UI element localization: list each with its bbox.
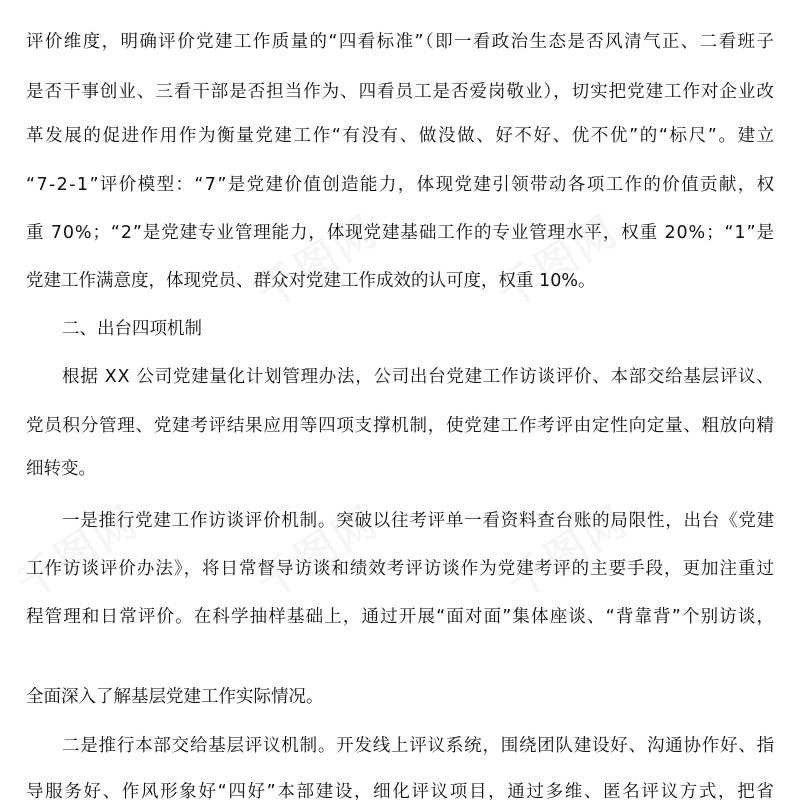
body-text-line (0, 163, 800, 207)
line-text: 程管理和日常评价。在科学抽样基础上，通过开展“面对面”集体座谈、“背靠背”个别访谈， (26, 607, 776, 627)
body-text-line (0, 547, 800, 591)
line-text: 一是推行党建工作访谈评价机制。突破以往考评单一看资料查台账的局限性，出台《党建 (62, 511, 775, 531)
body-text-line (0, 675, 800, 719)
line-text: 细转变。 (26, 459, 96, 479)
line-text: 工作访谈评价办法》，将日常督导访谈和绩效考评访谈作为党建考评的主要手段，更加注重过 (26, 559, 775, 579)
line-text: 二是推行本部交给基层评议机制。开发线上评议系统，围绕团队建设好、沟通协作好、指 (62, 736, 775, 756)
body-text-line (0, 724, 800, 768)
body-text-line (0, 404, 800, 448)
line-text: 重 70%；“2”是党建专业管理能力，体现党建基础工作的专业管理水平，权重 20%；“1”是 (26, 223, 775, 243)
watermark: 千图网 (498, 496, 637, 608)
line-text: “7-2-1”评价模型：“7”是党建价值创造能力，体现党建引领带动各项工作的价值贡献，权 (26, 175, 776, 195)
watermark: 千图网 (248, 206, 387, 318)
watermark: 千图网 (248, 496, 387, 608)
line-text: 导服务好、作风形象好“四好”本部建设，细化评议项目，通过多维、匿名评议方式，把省 (26, 782, 776, 800)
line-text: 党员积分管理、党建考评结果应用等四项支撑机制，使党建工作考评由定性向定量、粗放向精 (26, 416, 775, 436)
line-text: 评价维度，明确评价党建工作质量的“四看标准”（即一看政治生态是否风清气正、二看班子 (26, 32, 776, 52)
line-text: 根据 XX 公司党建量化计划管理办法，公司出台党建工作访谈评价、本部交给基层评议、 (62, 367, 775, 387)
line-text: 党建工作满意度，体现党员、群众对党建工作成效的认可度，权重 10%。 (26, 271, 596, 291)
body-text-line (0, 259, 800, 303)
body-text-line (0, 499, 800, 543)
body-text-line (0, 20, 800, 64)
body-text-line (0, 447, 800, 491)
body-text-line (0, 211, 800, 255)
watermark: 千图网 (488, 206, 627, 318)
line-text: 全面深入了解基层党建工作实际情况。 (26, 687, 324, 707)
watermark: 千图网 (8, 496, 147, 608)
body-text-line (0, 355, 800, 399)
body-text-line (0, 770, 800, 800)
body-text-line (0, 70, 800, 114)
line-text: 革发展的促进作用作为衡量党建工作“有没有、做没做、好不好、优不优”的“标尺”。建立 (26, 126, 776, 146)
section-heading (0, 307, 800, 351)
line-text: 是否干事创业、三看干部是否担当作为、四看员工是否爱岗敬业），切实把党建工作对企业改 (26, 82, 775, 102)
body-text-line (0, 595, 800, 639)
heading-text: 二、出台四项机制 (62, 319, 202, 339)
body-text-line (0, 114, 800, 158)
